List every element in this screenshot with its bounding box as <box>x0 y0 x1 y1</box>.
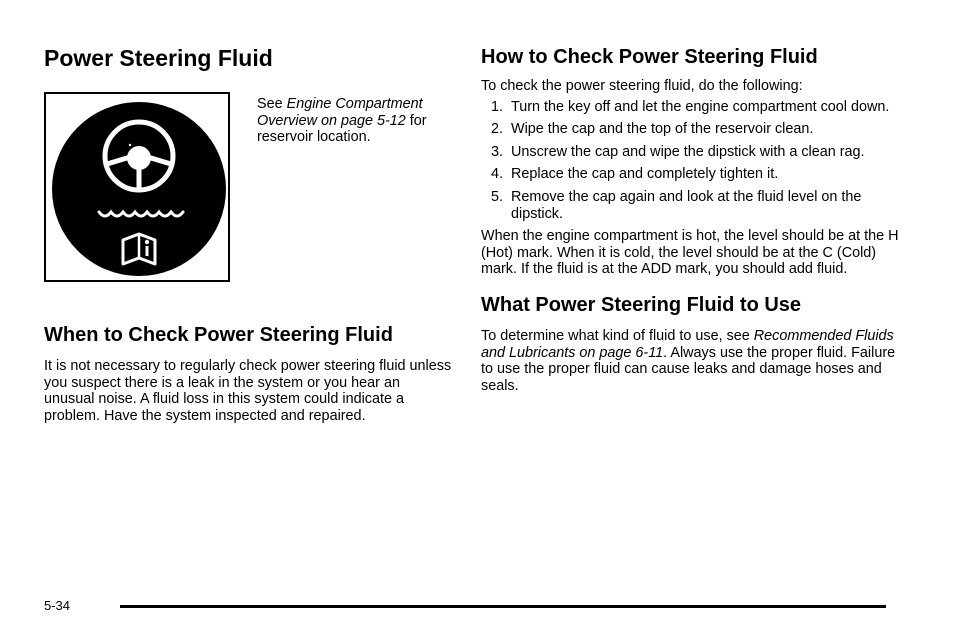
what-fluid-suffix: . Always use the proper fluid. Failure to use the proper fluid can cause leaks and damage hoses and seals. <box>481 344 896 394</box>
what-fluid-prefix: To determine what kind of fluid to use, see <box>481 327 754 344</box>
see-reference <box>257 96 457 146</box>
power-steering-fluid-icon <box>50 98 228 280</box>
when-to-check-body: It is not necessary to regularly check power steering fluid unless you suspect there is a leak in the system or you hear an unusual noise. A fluid loss in this system could indicate a problem. Have the system inspected and repaired. <box>44 358 452 424</box>
step-number: 3. <box>491 143 504 160</box>
page-title: Power Steering Fluid <box>44 45 273 71</box>
right-column <box>481 44 901 394</box>
left-column <box>44 44 454 424</box>
step-text: Wipe the cap and the top of the reservoir clean. <box>511 121 814 138</box>
engine-compartment-link[interactable]: Engine Compartment Overview on page 5-12 <box>257 96 423 129</box>
list-item <box>481 166 901 183</box>
step-number: 2. <box>491 121 504 138</box>
step-text: Remove the cap again and look at the fluid level on the dipstick. <box>511 188 862 222</box>
fluid-level-body: When the engine compartment is hot, the level should be at the H (Hot) mark. When it is cold, the level should be at the C (Cold) mark. If the fluid is at the ADD mark, you should add fluid. <box>481 228 899 278</box>
what-fluid-heading: What Power Steering Fluid to Use <box>481 293 802 316</box>
check-steps-list <box>481 99 901 223</box>
step-text: Replace the cap and completely tighten it. <box>511 166 779 183</box>
steering-hub <box>127 146 151 170</box>
when-to-check-heading: When to Check Power Steering Fluid <box>44 324 393 346</box>
list-item <box>481 189 901 222</box>
how-to-check-intro: To check the power steering fluid, do the following: <box>481 78 803 94</box>
figure-area <box>44 92 454 292</box>
what-fluid-body <box>481 328 901 394</box>
list-item <box>481 99 901 116</box>
step-text: Turn the key off and let the engine compartment cool down. <box>511 98 890 115</box>
power-steering-symbol-figure <box>44 92 230 282</box>
step-text: Unscrew the cap and wipe the dipstick with a clean rag. <box>511 143 865 160</box>
list-item <box>481 121 901 138</box>
step-number: 4. <box>491 166 504 183</box>
list-item <box>481 144 901 161</box>
footer-rule <box>120 605 886 608</box>
step-number: 1. <box>491 98 504 115</box>
see-prefix: See <box>257 96 287 112</box>
how-to-check-heading: How to Check Power Steering Fluid <box>481 46 818 68</box>
see-suffix: for reservoir location. <box>257 112 427 146</box>
page-footer <box>44 598 886 618</box>
recommended-fluids-link[interactable]: Recommended Fluids and Lubricants on page 6-11 <box>481 327 894 361</box>
step-number: 5. <box>491 188 504 205</box>
page-number: 5-34 <box>44 598 71 613</box>
wheel-dot <box>129 144 131 146</box>
